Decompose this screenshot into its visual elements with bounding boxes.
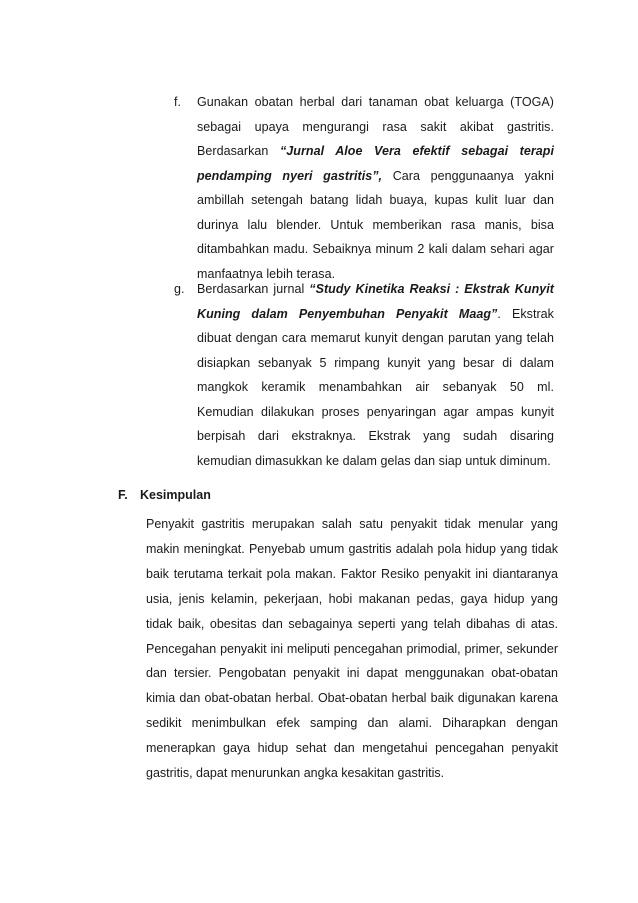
list-marker-g: g.	[174, 282, 185, 296]
list-item-f-text	[197, 90, 554, 286]
section-title: Kesimpulan	[140, 488, 211, 502]
list-item-f	[174, 90, 554, 286]
item-f-text-2: Cara penggunaanya yakni ambillah setengah batang lidah buaya, kupas kulit luar dan durinya lalu blender. Untuk memberikan rasa manis, bisa ditambahkan madu. Sebaiknya minum 2 kali dalam sehari agar manfaatnya lebih terasa.	[197, 168, 554, 281]
item-g-text-1: Berdasarkan jurnal	[197, 282, 310, 296]
kesimpulan-paragraph: Penyakit gastritis merupakan salah satu penyakit tidak menular yang makin meningkat. Penyebab umum gastritis adalah pola hidup yang tidak baik terutama terkait pola makan. Faktor Resiko penyakit ini diantaranya usia, jenis kelamin, pekerjaan, hobi makanan pedas, gaya hidup yang tidak baik, obesitas dan sebagainya seperti yang telah dibahas di atas. Pencegahan penyakit ini meliputi pencegahan primodial, primer, sekunder dan tersier. Pengobatan penyakit ini dapat menggunakan obat-obatan kimia dan obat-obatan herbal. Obat-obatan herbal baik digunakan karena sedikit menimbulkan efek samping dan alami. Diharapkan dengan menerapkan gaya hidup sehat dan mengetahui pencegahan penyakit gastritis, dapat menurunkan angka kesakitan gastritis.	[146, 517, 558, 781]
list-item-g-text	[197, 277, 554, 473]
item-g-journal-title: “Study Kinetika Reaksi : Ekstrak Kunyit Kuning dalam Penyembuhan Penyakit Maag”	[197, 282, 554, 321]
item-f-text-1: Gunakan obatan herbal dari tanaman obat keluarga (TOGA) sebagai upaya mengurangi rasa sakit akibat gastritis. Berdasarkan	[197, 95, 554, 158]
list-item-g	[174, 277, 554, 473]
item-g-text-2: . Ekstrak dibuat dengan cara memarut kunyit dengan parutan yang telah disiapkan sebanyak 5 rimpang kunyit yang besar di dalam mangkok keramik menambahkan air sebanyak 50 ml. Kemudian dilakukan proses penyaringan agar ampas kunyit berpisah dari ekstraknya. Ekstrak yang sudah disaring kemudian dimasukkan ke dalam gelas dan siap untuk diminum.	[197, 306, 554, 468]
section-heading-kesimpulan	[118, 485, 211, 505]
item-f-journal-title: “Jurnal Aloe Vera efektif sebagai terapi pendamping nyeri gastritis”,	[197, 144, 554, 183]
section-number: F.	[118, 488, 128, 502]
list-marker-f: f.	[174, 95, 181, 109]
